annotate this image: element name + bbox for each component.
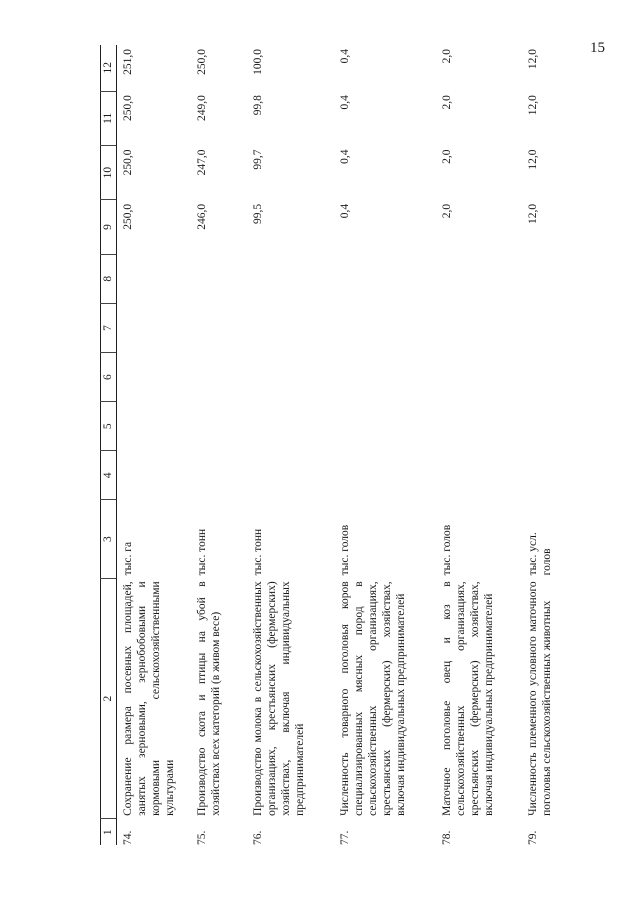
empty-cell: [334, 402, 436, 451]
column-header: 11: [101, 91, 117, 145]
unit-of-measure: тыс. тонн: [196, 528, 208, 576]
table-row: [436, 45, 522, 845]
column-header: 3: [101, 500, 117, 578]
empty-cell: [247, 451, 334, 500]
value-col-12: 250,0: [196, 49, 208, 75]
empty-cell: [247, 402, 334, 451]
value-col-10: 2,0: [441, 149, 453, 164]
empty-cell: [436, 303, 522, 352]
empty-cell: [334, 303, 436, 352]
column-number-header: [101, 45, 117, 845]
table-row: [117, 45, 192, 845]
value-col-11: 250,0: [122, 95, 134, 121]
empty-cell: [117, 451, 192, 500]
value-col-10: 99,7: [252, 149, 264, 170]
column-header: 8: [101, 254, 117, 303]
value-col-9: 0,4: [339, 203, 351, 219]
empty-cell: [436, 254, 522, 303]
row-number: 78.: [441, 830, 453, 845]
value-col-12: 100,0: [252, 49, 264, 75]
column-header: 12: [101, 45, 117, 91]
value-col-10: 250,0: [122, 149, 134, 176]
indicator-description: Производство молока в сельскохозяйственных организациях, крестьянских (фермерских) хозяйствах, включая индивидуальных предпринимателей: [252, 581, 307, 816]
empty-cell: [334, 353, 436, 402]
column-header: 6: [101, 353, 117, 402]
value-col-11: 249,0: [196, 95, 208, 121]
unit-of-measure: тыс. га: [122, 541, 134, 576]
empty-cell: [191, 451, 247, 500]
value-col-12: 0,4: [339, 49, 351, 64]
row-number: 75.: [196, 830, 208, 845]
column-header: 10: [101, 145, 117, 199]
indicator-description: Численность племенного условного маточного поголовья сельскохозяйственных животных: [527, 581, 554, 816]
value-col-12: 2,0: [441, 49, 453, 64]
empty-cell: [334, 254, 436, 303]
row-number: 76.: [252, 830, 264, 845]
page-number: 15: [590, 40, 605, 56]
empty-cell: [191, 402, 247, 451]
column-header: 5: [101, 402, 117, 451]
table-row: [191, 45, 247, 845]
value-col-9: 12,0: [527, 203, 539, 224]
empty-cell: [117, 303, 192, 352]
empty-cell: [522, 303, 576, 352]
empty-cell: [117, 353, 192, 402]
empty-cell: [117, 254, 192, 303]
column-header: 1: [101, 819, 117, 845]
row-number: 77.: [339, 830, 351, 845]
empty-cell: [117, 402, 192, 451]
rotated-table-container: [100, 45, 570, 845]
value-col-10: 247,0: [196, 149, 208, 176]
unit-of-measure: тыс. тонн: [252, 528, 264, 576]
indicator-description: Численность товарного поголовья коров специализированных мясных пород в сельскохозяйственных организациях, крестьянских (фермерских) хозяйствах, включая индивидуальных предпринимателей: [339, 581, 408, 816]
value-col-12: 12,0: [527, 49, 539, 70]
empty-cell: [436, 353, 522, 402]
empty-cell: [191, 254, 247, 303]
column-header: 9: [101, 200, 117, 254]
value-col-9: 2,0: [441, 203, 453, 219]
empty-cell: [247, 353, 334, 402]
column-header: 2: [101, 578, 117, 819]
value-col-11: 2,0: [441, 95, 453, 110]
table-row: [522, 45, 576, 845]
empty-cell: [247, 254, 334, 303]
table-row: [247, 45, 334, 845]
value-col-11: 99,8: [252, 95, 264, 116]
empty-cell: [522, 353, 576, 402]
empty-cell: [436, 451, 522, 500]
value-col-12: 251,0: [122, 49, 134, 75]
indicators-table: [100, 45, 576, 845]
value-col-10: 12,0: [527, 149, 539, 170]
value-col-9: 250,0: [122, 203, 134, 230]
row-number: 79.: [527, 830, 539, 845]
empty-cell: [522, 254, 576, 303]
indicator-description: Маточное поголовье овец и коз в сельскохозяйственных организациях, крестьянских (фермерских) хозяйствах, включая индивидуальных предпринимателей: [441, 581, 496, 816]
value-col-11: 12,0: [527, 95, 539, 116]
unit-of-measure: тыс. усл. голов: [527, 532, 554, 576]
empty-cell: [191, 353, 247, 402]
empty-cell: [436, 402, 522, 451]
empty-cell: [191, 303, 247, 352]
empty-cell: [247, 303, 334, 352]
empty-cell: [522, 402, 576, 451]
empty-cell: [522, 451, 576, 500]
unit-of-measure: тыс. голов: [441, 524, 453, 576]
value-col-10: 0,4: [339, 149, 351, 164]
table-row: [334, 45, 436, 845]
value-col-9: 246,0: [196, 203, 208, 230]
row-number: 74.: [122, 830, 134, 845]
indicator-description: Сохранение размера посевных площадей, занятых зерновыми, зернобобовыми и кормовыми сельскохозяйственными культурами: [122, 581, 177, 816]
unit-of-measure: тыс. голов: [339, 524, 351, 576]
value-col-9: 99,5: [252, 203, 264, 224]
value-col-11: 0,4: [339, 95, 351, 110]
column-header: 7: [101, 303, 117, 352]
indicator-description: Производство скота и птицы на убой в хозяйствах всех категорий (в живом весе): [196, 581, 223, 816]
column-header: 4: [101, 451, 117, 500]
empty-cell: [334, 451, 436, 500]
